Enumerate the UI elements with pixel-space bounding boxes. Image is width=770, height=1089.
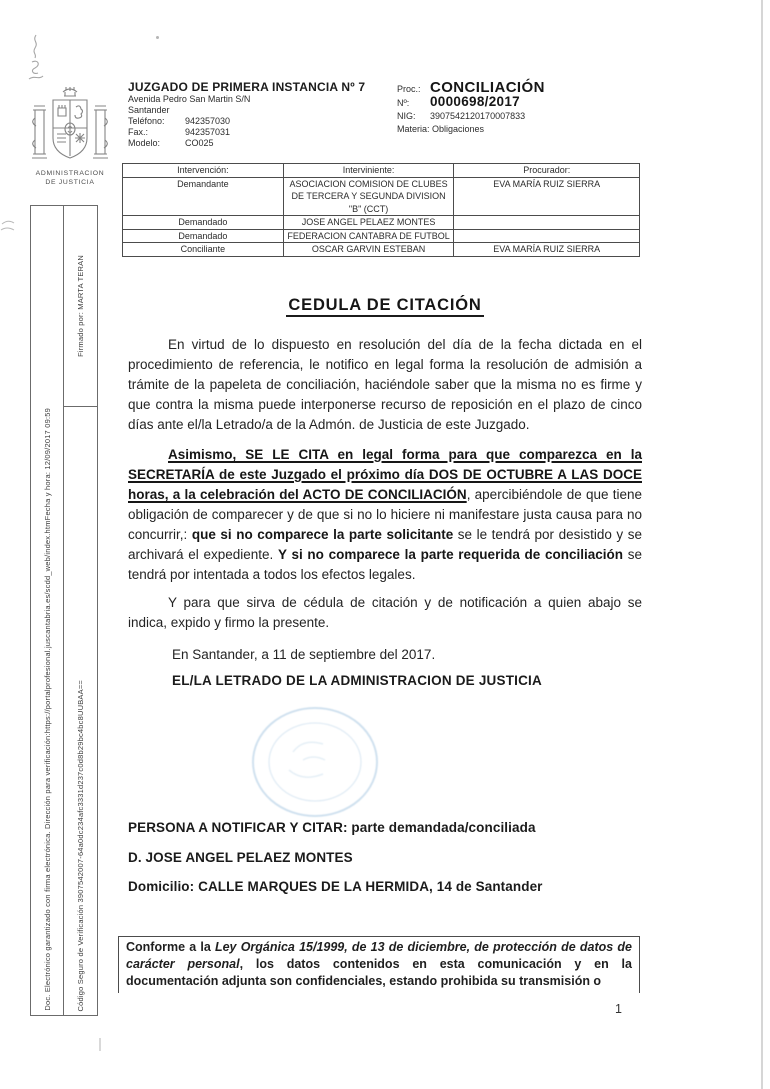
fax-value: 942357031 (185, 127, 231, 137)
nig-value: 3907542120170007833 (430, 111, 526, 121)
header-intervencion: Intervención: (123, 164, 284, 178)
cell-interviniente: ASOCIACION COMISION DE CLUBES DE TERCERA Y SEGUNDA DIVISION "B" (CCT) (283, 177, 454, 216)
coat-of-arms-icon (30, 84, 110, 168)
case-materia (397, 123, 647, 135)
nig-label: NIG: (397, 111, 416, 121)
signed-by-text: Firmado por: MARTA TERAN (76, 255, 85, 357)
court-phone (128, 116, 388, 127)
legal-law-name: Ley Orgánica 15/1999, de 13 de diciembre, de protección de datos de carácter personal (126, 940, 632, 971)
cell-intervencion: Demandante (123, 177, 284, 216)
paragraph-citation (128, 445, 642, 585)
court-stamp-icon (245, 700, 385, 824)
case-nig (397, 110, 647, 122)
citation-regular-1: , apercibiéndole de que tiene obligación de comparecer y de que si no lo hiciere ni manifestare justa causa para no concurrir,: (128, 487, 642, 542)
case-header (397, 79, 647, 136)
scan-edge-line (761, 0, 763, 1089)
cell-procurador: EVA MARÍA RUIZ SIERRA (454, 243, 640, 257)
legal-post: , los datos contenidos en esta comunicación y en la documentación adjunta son confidenciales, estando prohibida su transmisión o (126, 957, 632, 988)
table-row (123, 177, 640, 216)
cell-procurador: EVA MARÍA RUIZ SIERRA (454, 177, 640, 216)
cell-intervencion: Demandado (123, 216, 284, 230)
notify-block (128, 820, 648, 894)
cell-intervencion: Conciliante (123, 243, 284, 257)
table-header-row (123, 164, 640, 178)
materia-value: Materia: Obligaciones (397, 124, 485, 134)
document-body (128, 296, 642, 688)
court-fax (128, 127, 388, 138)
table-row (123, 243, 640, 257)
cell-procurador (454, 216, 640, 230)
court-address: Avenida Pedro San Martin S/N (128, 94, 251, 104)
notify-heading: PERSONA A NOTIFICAR Y CITAR: parte demandada/conciliada (128, 820, 536, 835)
pen-mark-artifact (0, 216, 18, 236)
paragraph-resolution: En virtud de lo dispuesto en resolución del día de la fecha dictada en el procedimiento de referencia, le notifico en legal forma la resolución de admisión a trámite de la papeleta de conciliación, haciéndole saber que la misma no es firme y que contra la misma puede interponerse recurso de reposición en el plazo de cinco días ante el/la Letrado/a de la Admón. de Justicia de este Juzgado. (128, 337, 642, 432)
esignature-verification-text: Doc. Electrónico garantizado con firma electrónica. Dirección para verificación:https://portalprofesional.juscantabria.es/scdd_web/index.htmFecha y hora: 12/09/2017 09:59 (42, 408, 52, 1011)
header-procurador: Procurador: (454, 164, 640, 178)
parties-table (122, 163, 640, 257)
secure-verification-code-text: Código Seguro de Verificación 3907542007-64a0dc234afc3331d237c0d8b29bc4bc8UUBAA== (76, 679, 85, 1011)
data-protection-notice (118, 936, 640, 993)
cell-interviniente: FEDERACION CANTABRA DE FUTBOL (283, 229, 454, 243)
cell-interviniente: OSCAR GARVIN ESTEBAN (283, 243, 454, 257)
citation-bold-1: que si no comparece la parte solicitante (191, 527, 454, 542)
legal-pre: Conforme a la (126, 940, 215, 954)
model-value: CO025 (185, 138, 214, 148)
date-line: En Santander, a 11 de septiembre del 2017. (172, 647, 436, 662)
citation-regular-2: se le tendrá por desistido y se archivará el expediente. (128, 527, 642, 562)
logo-caption-line2: DE JUSTICIA (45, 178, 95, 186)
citation-bold-2: Y si no comparece la parte requerida de conciliación (277, 547, 624, 562)
court-model (128, 138, 388, 149)
court-header (128, 80, 388, 149)
court-name: JUZGADO DE PRIMERA INSTANCIA Nº 7 (128, 80, 366, 94)
phone-label: Teléfono: (128, 116, 165, 126)
case-number-label: Nº: (397, 98, 410, 108)
esignature-verification-box (30, 205, 64, 1016)
cell-procurador (454, 229, 640, 243)
scan-dot-artifact (156, 36, 159, 39)
case-number-value: 0000698/2017 (430, 94, 520, 109)
cell-intervencion: Demandado (123, 229, 284, 243)
logo-caption (14, 170, 126, 187)
header-interviniente: Interviniente: (283, 164, 454, 178)
page-number: 1 (615, 1002, 622, 1016)
cell-interviniente: JOSE ANGEL PELAEZ MONTES (283, 216, 454, 230)
notify-address: Domicilio: CALLE MARQUES DE LA HERMIDA, 14 de Santander (128, 879, 543, 894)
logo-caption-line1: ADMINISTRACION (35, 170, 105, 177)
citation-regular-3: se tendrá por intentada a todos los efectos legales. (128, 547, 642, 582)
fax-label: Fax.: (128, 127, 149, 137)
document-title: CEDULA DE CITACIÓN (128, 296, 642, 315)
signed-by-box (63, 205, 98, 407)
model-label: Modelo: (128, 138, 161, 148)
secure-verification-code-box (63, 406, 98, 1016)
notify-name: D. JOSE ANGEL PELAEZ MONTES (128, 850, 353, 865)
court-city: Santander (128, 105, 170, 115)
citation-bold-underline: Asimismo, SE LE CITA en legal forma para que comparezca en la SECRETARÍA de este Juzgado el próximo día DOS DE OCTUBRE A LAS DOCE horas, a la celebración del ACTO DE CONCILIACIÓN (128, 447, 642, 502)
pen-scribble-artifact (22, 32, 64, 88)
procedure-value: CONCILIACIÓN (430, 79, 545, 96)
table-row (123, 216, 640, 230)
procedure-label: Proc.: (397, 84, 421, 94)
case-number (397, 96, 647, 109)
paragraph-closing: Y para que sirva de cédula de citación y de notificación a quien abajo se indica, expido y firmo la presente. (128, 595, 642, 630)
scan-dash-artifact (99, 1038, 101, 1051)
table-row (123, 229, 640, 243)
phone-value: 942357030 (185, 116, 231, 126)
signer-title: EL/LA LETRADO DE LA ADMINISTRACION DE JUSTICIA (172, 673, 542, 688)
